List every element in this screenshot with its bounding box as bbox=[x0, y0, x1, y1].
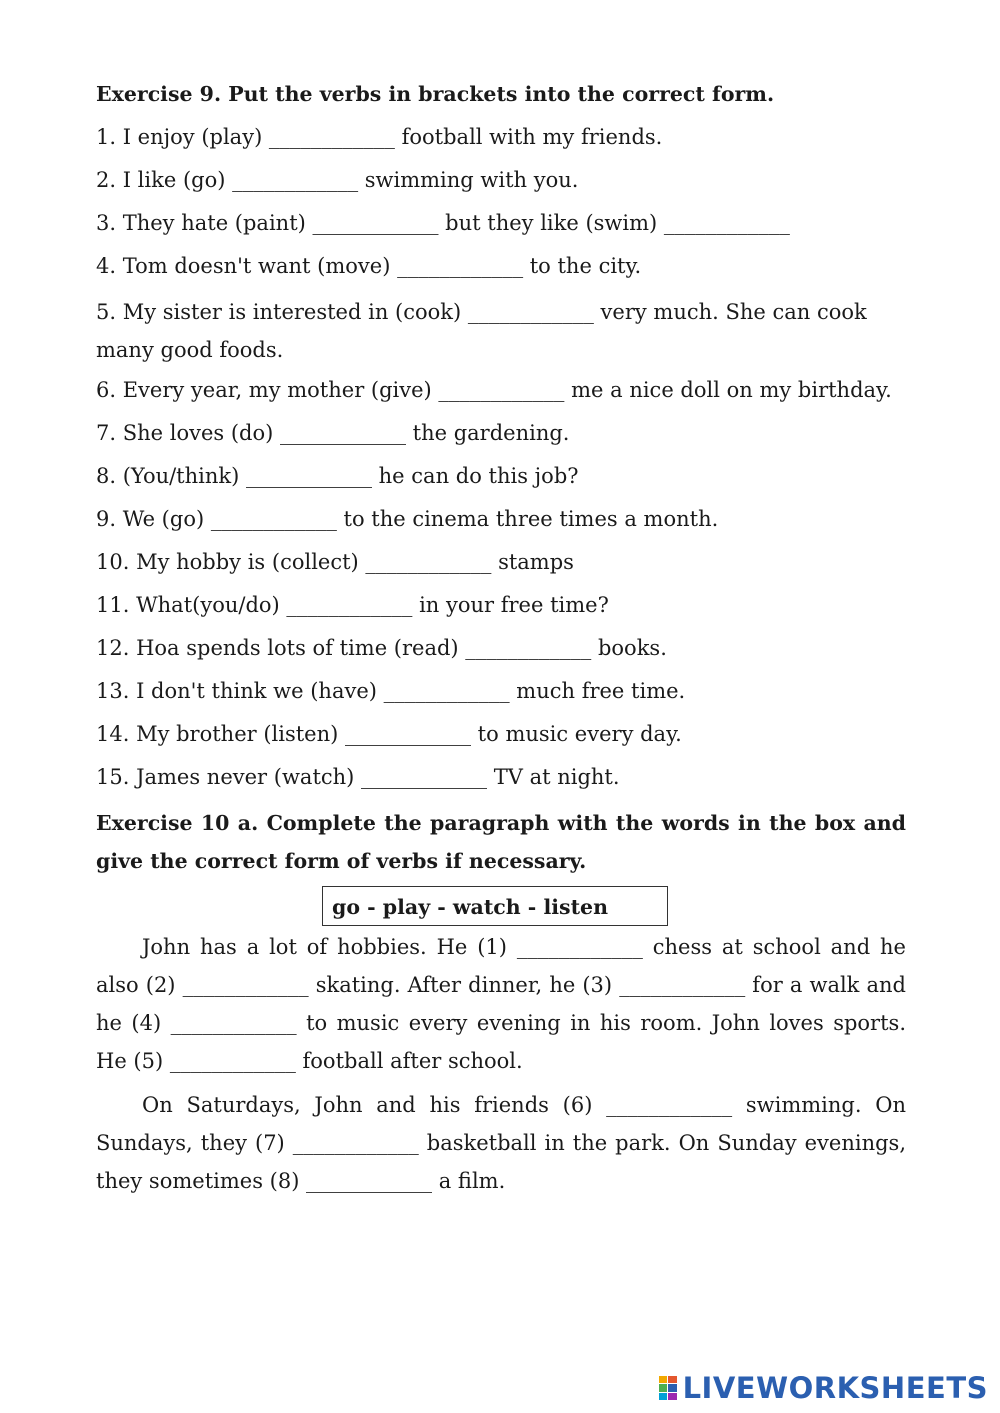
question-5: 5. My sister is interested in (cook) ____________ very much. She can cook many good foods. bbox=[96, 300, 867, 362]
exercise-9-title: Exercise 9. Put the verbs in brackets into the correct form. bbox=[96, 82, 775, 106]
worksheet-page bbox=[96, 78, 906, 1206]
question-15: 15. James never (watch) ____________ TV at night. bbox=[96, 765, 620, 789]
question-3: 3. They hate (paint) ____________ but they like (swim) ____________ bbox=[96, 211, 790, 235]
liveworksheets-logo bbox=[659, 1372, 988, 1404]
question-11: 11. What(you/do) ____________ in your free time? bbox=[96, 593, 609, 617]
liveworksheets-logo-text: LIVEWORKSHEETS bbox=[682, 1371, 988, 1405]
paragraph-2: On Saturdays, John and his friends (6) ____________ swimming. On Sundays, they (7) ____________ basketball in the park. On Sunday evenings, they sometimes (8) ____________ a film. bbox=[96, 1093, 906, 1193]
question-2: 2. I like (go) ____________ swimming with you. bbox=[96, 168, 579, 192]
paragraph-1: John has a lot of hobbies. He (1) ____________ chess at school and he also (2) ____________ skating. After dinner, he (3) ____________ for a walk and he (4) ____________ to music every evening in his room. John loves sports. He (5) ____________ football after school. bbox=[96, 935, 906, 1073]
question-6: 6. Every year, my mother (give) ____________ me a nice doll on my birthday. bbox=[96, 378, 892, 402]
question-9: 9. We (go) ____________ to the cinema three times a month. bbox=[96, 507, 719, 531]
liveworksheets-logo-icon bbox=[659, 1376, 677, 1400]
question-8: 8. (You/think) ____________ he can do this job? bbox=[96, 464, 579, 488]
exercise-10-title: Exercise 10 a. Complete the paragraph with the words in the box and give the correct form of verbs if necessary. bbox=[96, 811, 906, 873]
question-13: 13. I don't think we (have) ____________ much free time. bbox=[96, 679, 686, 703]
word-box: go - play - watch - listen bbox=[322, 886, 668, 926]
question-7: 7. She loves (do) ____________ the gardening. bbox=[96, 421, 570, 445]
question-12: 12. Hoa spends lots of time (read) ____________ books. bbox=[96, 636, 667, 660]
question-4: 4. Tom doesn't want (move) ____________ to the city. bbox=[96, 254, 642, 278]
question-10: 10. My hobby is (collect) ____________ stamps bbox=[96, 550, 574, 574]
question-1: 1. I enjoy (play) ____________ football with my friends. bbox=[96, 125, 663, 149]
question-14: 14. My brother (listen) ____________ to music every day. bbox=[96, 722, 682, 746]
